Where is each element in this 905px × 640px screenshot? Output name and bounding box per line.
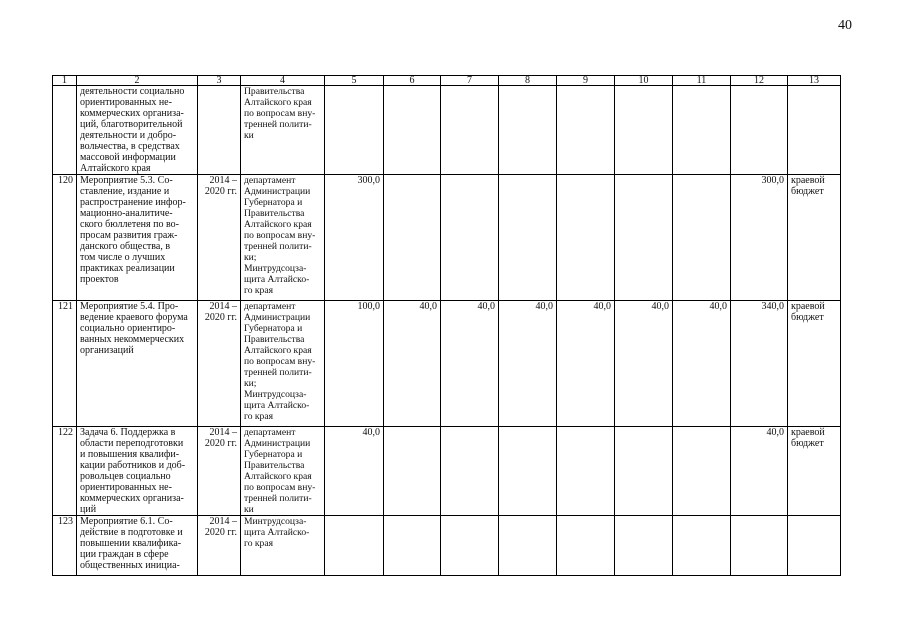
amount-cell [499, 175, 557, 301]
funding-source-cell-line: краевой [791, 301, 825, 312]
amount-cell: 40,0 [673, 301, 731, 427]
column-number-cell: 5 [325, 76, 384, 86]
column-number-cell: 13 [788, 76, 841, 86]
amount-cell [557, 86, 615, 175]
executor-cell-line: по вопросам вну- [244, 356, 316, 367]
executor-cell-line: Минтрудсоцза- [244, 389, 307, 400]
period-cell-line: 2020 гг. [204, 527, 237, 538]
funding-source-cell [788, 427, 841, 516]
measure-name-cell-line: ций [80, 504, 97, 515]
measure-name-cell-line: ций, благотворительной [80, 119, 183, 130]
amount-cell [557, 427, 615, 516]
funding-source-cell-line: краевой [791, 427, 825, 438]
executor-cell-line: ки; [244, 378, 257, 389]
measure-name-cell-line: и повышения квалифи- [80, 449, 180, 460]
executor-cell-line: ки [244, 504, 254, 515]
executor-cell-line: тренней полити- [244, 367, 312, 378]
program-table [52, 75, 841, 576]
measure-name-cell-line: проектов [80, 274, 119, 285]
column-number-cell: 2 [77, 76, 198, 86]
column-number-cell: 3 [198, 76, 241, 86]
table-row [53, 175, 841, 301]
column-number-cell: 9 [557, 76, 615, 86]
measure-name-cell-line: данского общества, в [80, 241, 171, 252]
amount-cell [673, 427, 731, 516]
period-cell-line: 2014 – [209, 516, 237, 527]
funding-source-cell [788, 86, 841, 175]
executor-cell-line: Минтрудсоцза- [244, 263, 307, 274]
measure-name-cell-line: массовой информации [80, 152, 176, 163]
measure-name-cell-line: организаций [80, 345, 134, 356]
column-number-cell: 6 [384, 76, 441, 86]
row-number-cell: 122 [53, 427, 77, 516]
measure-name-cell-line: ориентированных не- [80, 482, 172, 493]
executor-cell-line: ки; [244, 252, 257, 263]
amount-cell: 300,0 [325, 175, 384, 301]
amount-cell [499, 516, 557, 576]
measure-name-cell-line: действие в подготовке и [80, 527, 183, 538]
executor-cell-line: тренней полити- [244, 241, 312, 252]
executor-cell-line: Правительства [244, 86, 305, 97]
executor-cell [241, 427, 325, 516]
period-cell [198, 86, 241, 175]
amount-cell: 40,0 [441, 301, 499, 427]
measure-name-cell-line: деятельности и добро- [80, 130, 177, 141]
amount-cell [557, 516, 615, 576]
amount-cell [615, 86, 673, 175]
amount-cell [615, 516, 673, 576]
amount-cell [615, 427, 673, 516]
measure-name-cell-line: деятельности социально [80, 86, 185, 97]
period-cell-line: 2014 – [209, 427, 237, 438]
measure-name-cell-line: ции граждан в сфере [80, 549, 169, 560]
measure-name-cell-line: том числе о лучших [80, 252, 166, 263]
column-number-cell: 1 [53, 76, 77, 86]
table-row [53, 301, 841, 427]
executor-cell-line: Правительства [244, 334, 305, 345]
funding-source-cell [788, 175, 841, 301]
measure-name-cell-line: коммерческих организа- [80, 108, 184, 119]
funding-source-cell-line: бюджет [791, 438, 824, 449]
amount-cell [499, 86, 557, 175]
amount-cell [441, 86, 499, 175]
executor-cell-line: по вопросам вну- [244, 230, 316, 241]
amount-cell: 40,0 [384, 301, 441, 427]
period-cell-line: 2014 – [209, 175, 237, 186]
measure-name-cell-line: Мероприятие 5.4. Про- [80, 301, 179, 312]
amount-cell: 300,0 [731, 175, 788, 301]
amount-cell: 40,0 [325, 427, 384, 516]
amount-cell [673, 86, 731, 175]
executor-cell-line: Администрации [244, 312, 311, 323]
amount-cell [325, 516, 384, 576]
column-number-cell: 8 [499, 76, 557, 86]
amount-cell [731, 516, 788, 576]
measure-name-cell-line: ванных некоммерческих [80, 334, 185, 345]
executor-cell-line: ки [244, 130, 254, 141]
executor-cell-line: щита Алтайско- [244, 527, 310, 538]
period-cell-line: 2014 – [209, 301, 237, 312]
executor-cell-line: Алтайского края [244, 471, 312, 482]
column-number-cell: 4 [241, 76, 325, 86]
measure-name-cell-line: ского бюллетеня по во- [80, 219, 179, 230]
funding-source-cell-line: бюджет [791, 186, 824, 197]
measure-name-cell-line: мационно-аналитиче- [80, 208, 173, 219]
executor-cell [241, 86, 325, 175]
page-number: 40 [838, 18, 852, 33]
amount-cell [673, 175, 731, 301]
period-cell [198, 427, 241, 516]
measure-name-cell-line: Мероприятие 5.3. Со- [80, 175, 173, 186]
measure-name-cell [77, 301, 198, 427]
executor-cell-line: Алтайского края [244, 97, 312, 108]
measure-name-cell-line: социально ориентиро- [80, 323, 176, 334]
executor-cell-line: Алтайского края [244, 345, 312, 356]
measure-name-cell-line: ведение краевого форума [80, 312, 188, 323]
measure-name-cell-line: области переподготовки [80, 438, 184, 449]
executor-cell-line: Минтрудсоцза- [244, 516, 307, 527]
period-cell-line: 2020 гг. [204, 186, 237, 197]
executor-cell-line: тренней полити- [244, 119, 312, 130]
row-number-cell: 123 [53, 516, 77, 576]
amount-cell: 340,0 [731, 301, 788, 427]
period-cell [198, 301, 241, 427]
executor-cell-line: щита Алтайско- [244, 274, 310, 285]
funding-source-cell [788, 516, 841, 576]
executor-cell-line: Губернатора и [244, 449, 303, 460]
period-cell [198, 516, 241, 576]
row-number-cell: 121 [53, 301, 77, 427]
executor-cell-line: Администрации [244, 186, 311, 197]
column-number-row [53, 76, 841, 86]
column-number-cell: 10 [615, 76, 673, 86]
measure-name-cell [77, 427, 198, 516]
funding-source-cell-line: краевой [791, 175, 825, 186]
amount-cell: 40,0 [557, 301, 615, 427]
measure-name-cell-line: практиках реализации [80, 263, 175, 274]
funding-source-cell [788, 301, 841, 427]
amount-cell: 100,0 [325, 301, 384, 427]
column-number-cell: 12 [731, 76, 788, 86]
measure-name-cell-line: Задача 6. Поддержка в [80, 427, 176, 438]
amount-cell [441, 175, 499, 301]
table-row [53, 427, 841, 516]
executor-cell-line: го края [244, 411, 274, 422]
measure-name-cell-line: коммерческих организа- [80, 493, 184, 504]
measure-name-cell-line: ровольцев социально [80, 471, 171, 482]
executor-cell [241, 516, 325, 576]
executor-cell-line: департамент [244, 175, 296, 186]
period-cell-line: 2020 гг. [204, 438, 237, 449]
measure-name-cell-line: вольчества, в средствах [80, 141, 180, 152]
measure-name-cell [77, 516, 198, 576]
amount-cell [384, 427, 441, 516]
measure-name-cell-line: распространение инфор- [80, 197, 186, 208]
executor-cell-line: Правительства [244, 208, 305, 219]
amount-cell: 40,0 [731, 427, 788, 516]
amount-cell [384, 86, 441, 175]
measure-name-cell [77, 175, 198, 301]
executor-cell-line: тренней полити- [244, 493, 312, 504]
measure-name-cell-line: ставление, издание и [80, 186, 170, 197]
executor-cell-line: департамент [244, 301, 296, 312]
measure-name-cell-line: общественных инициа- [80, 560, 180, 571]
executor-cell [241, 301, 325, 427]
executor-cell-line: го края [244, 285, 274, 296]
measure-name-cell-line: просам развития граж- [80, 230, 178, 241]
period-cell-line: 2020 гг. [204, 312, 237, 323]
measure-name-cell-line: Алтайского края [80, 163, 151, 174]
executor-cell-line: Алтайского края [244, 219, 312, 230]
measure-name-cell-line: Мероприятие 6.1. Со- [80, 516, 173, 527]
amount-cell [731, 86, 788, 175]
executor-cell-line: департамент [244, 427, 296, 438]
column-number-cell: 11 [673, 76, 731, 86]
amount-cell [384, 516, 441, 576]
amount-cell [615, 175, 673, 301]
executor-cell-line: Губернатора и [244, 323, 303, 334]
executor-cell-line: щита Алтайско- [244, 400, 310, 411]
table-row [53, 516, 841, 576]
amount-cell [441, 427, 499, 516]
row-number-cell [53, 86, 77, 175]
measure-name-cell-line: ориентированных не- [80, 97, 172, 108]
amount-cell [673, 516, 731, 576]
period-cell [198, 175, 241, 301]
amount-cell: 40,0 [615, 301, 673, 427]
amount-cell [499, 427, 557, 516]
amount-cell: 40,0 [499, 301, 557, 427]
amount-cell [557, 175, 615, 301]
funding-source-cell-line: бюджет [791, 312, 824, 323]
executor-cell-line: Губернатора и [244, 197, 303, 208]
executor-cell [241, 175, 325, 301]
executor-cell-line: Администрации [244, 438, 311, 449]
executor-cell-line: го края [244, 538, 274, 549]
executor-cell-line: по вопросам вну- [244, 108, 316, 119]
row-number-cell: 120 [53, 175, 77, 301]
measure-name-cell-line: кации работников и доб- [80, 460, 186, 471]
column-number-cell: 7 [441, 76, 499, 86]
measure-name-cell [77, 86, 198, 175]
amount-cell [384, 175, 441, 301]
executor-cell-line: по вопросам вну- [244, 482, 316, 493]
table-row [53, 86, 841, 175]
amount-cell [441, 516, 499, 576]
measure-name-cell-line: повышении квалифика- [80, 538, 182, 549]
amount-cell [325, 86, 384, 175]
executor-cell-line: Правительства [244, 460, 305, 471]
